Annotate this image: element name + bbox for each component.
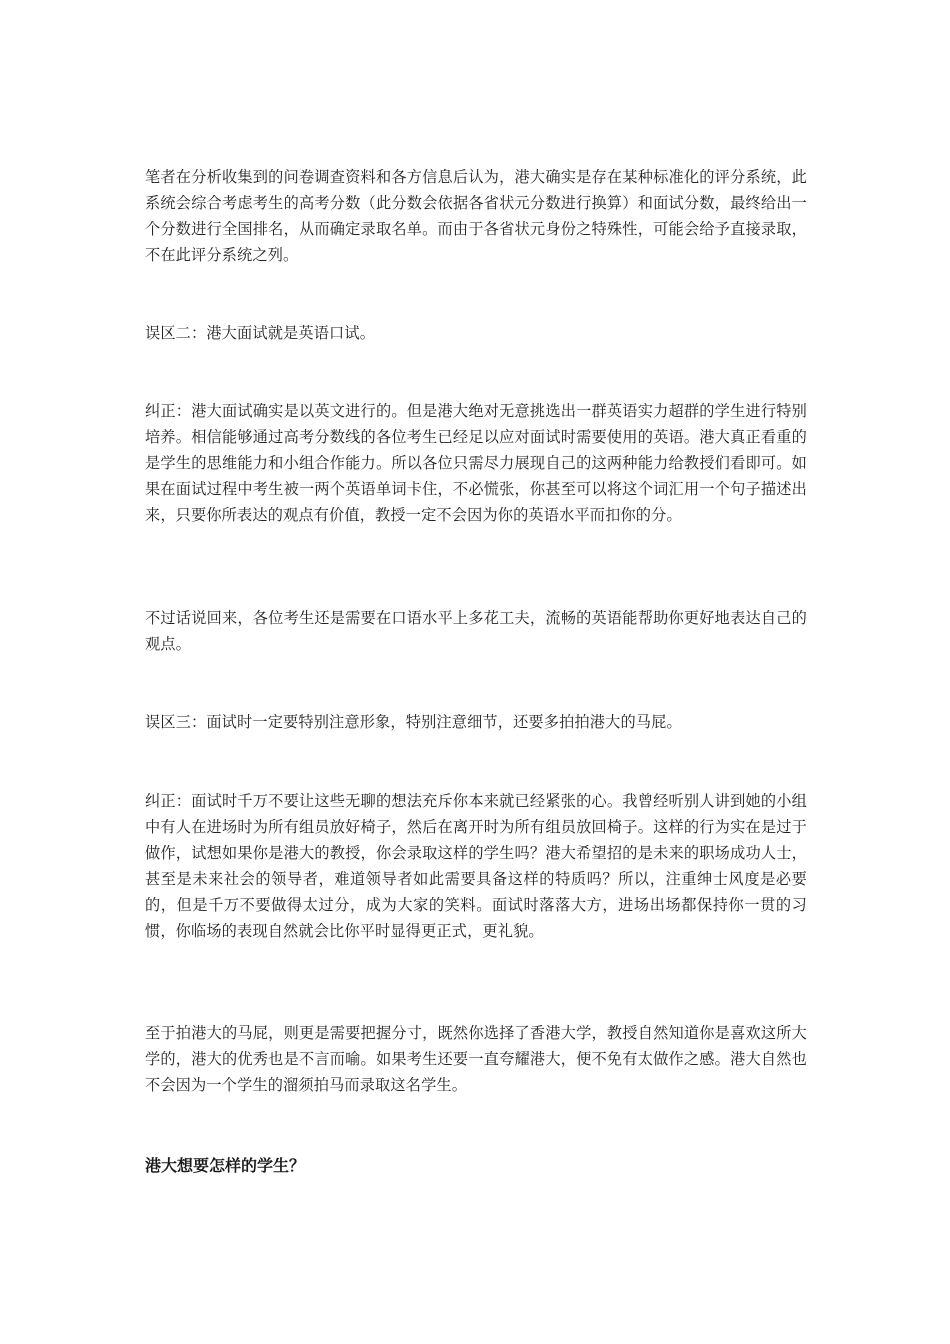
paragraph-scoring-system: 笔者在分析收集到的问卷调查资料和各方信息后认为，港大确实是存在某种标准化的评分系统，此系统会综合考虑考生的高考分数（此分数会依据各省状元分数进行换算）和面试分数，最终给出一个分数进行全国排名，从而确定录取名单。而由于各省状元身份之特殊性，可能会给予直接录取，不在此评分系统之列。 [145, 168, 807, 264]
section-heading: 港大想要怎样的学生？ [145, 1156, 306, 1175]
paragraph-oral-english: 不过话说回来，各位考生还是需要在口语水平上多花工夫，流畅的英语能帮助你更好地表达自己的观点。 [145, 609, 807, 653]
paragraph-correction-three: 纠正：面试时千万不要让这些无聊的想法充斥你本来就已经紧张的心。我曾经听别人讲到她的小组中有人在进场时为所有组员放好椅子，然后在离开时为所有组员放回椅子。这样的行为实在是过于做作，试想如果你是港大的教授，你会录取这样的学生吗？港大希望招的是未来的职场成功人士，甚至是未来社会的领导者，难道领导者如此需要具备这样的特质吗？所以，注重绅士风度是必要的，但是千万不要做得太过分，成为大家的笑料。面试时落落大方，进场出场都保持你一贯的习惯，你临场的表现自然就会比你平时显得更正式，更礼貌。 [145, 792, 807, 940]
paragraph-myth-three: 误区三：面试时一定要特别注意形象，特别注意细节，还要多拍拍港大的马屁。 [145, 713, 682, 731]
paragraph-flattery: 至于拍港大的马屁，则更是需要把握分寸，既然你选择了香港大学，教授自然知道你是喜欢这所大学的，港大的优秀也是不言而喻。如果考生还要一直夸耀港大，便不免有太做作之感。港大自然也不会因为一个学生的溜须拍马而录取这名学生。 [145, 1024, 807, 1094]
paragraph-myth-two: 误区二：港大面试就是英语口试。 [145, 324, 376, 342]
paragraph-correction-two: 纠正：港大面试确实是以英文进行的。但是港大绝对无意挑选出一群英语实力超群的学生进行特别培养。相信能够通过高考分数线的各位考生已经足以应对面试时需要使用的英语。港大真正看重的是学生的思维能力和小组合作能力。所以各位只需尽力展现自己的这两种能力给教授们看即可。如果在面试过程中考生被一两个英语单词卡住，不必慌张，你甚至可以将这个词汇用一个句子描述出来，只要你所表达的观点有价值，教授一定不会因为你的英语水平而扣你的分。 [145, 402, 807, 524]
